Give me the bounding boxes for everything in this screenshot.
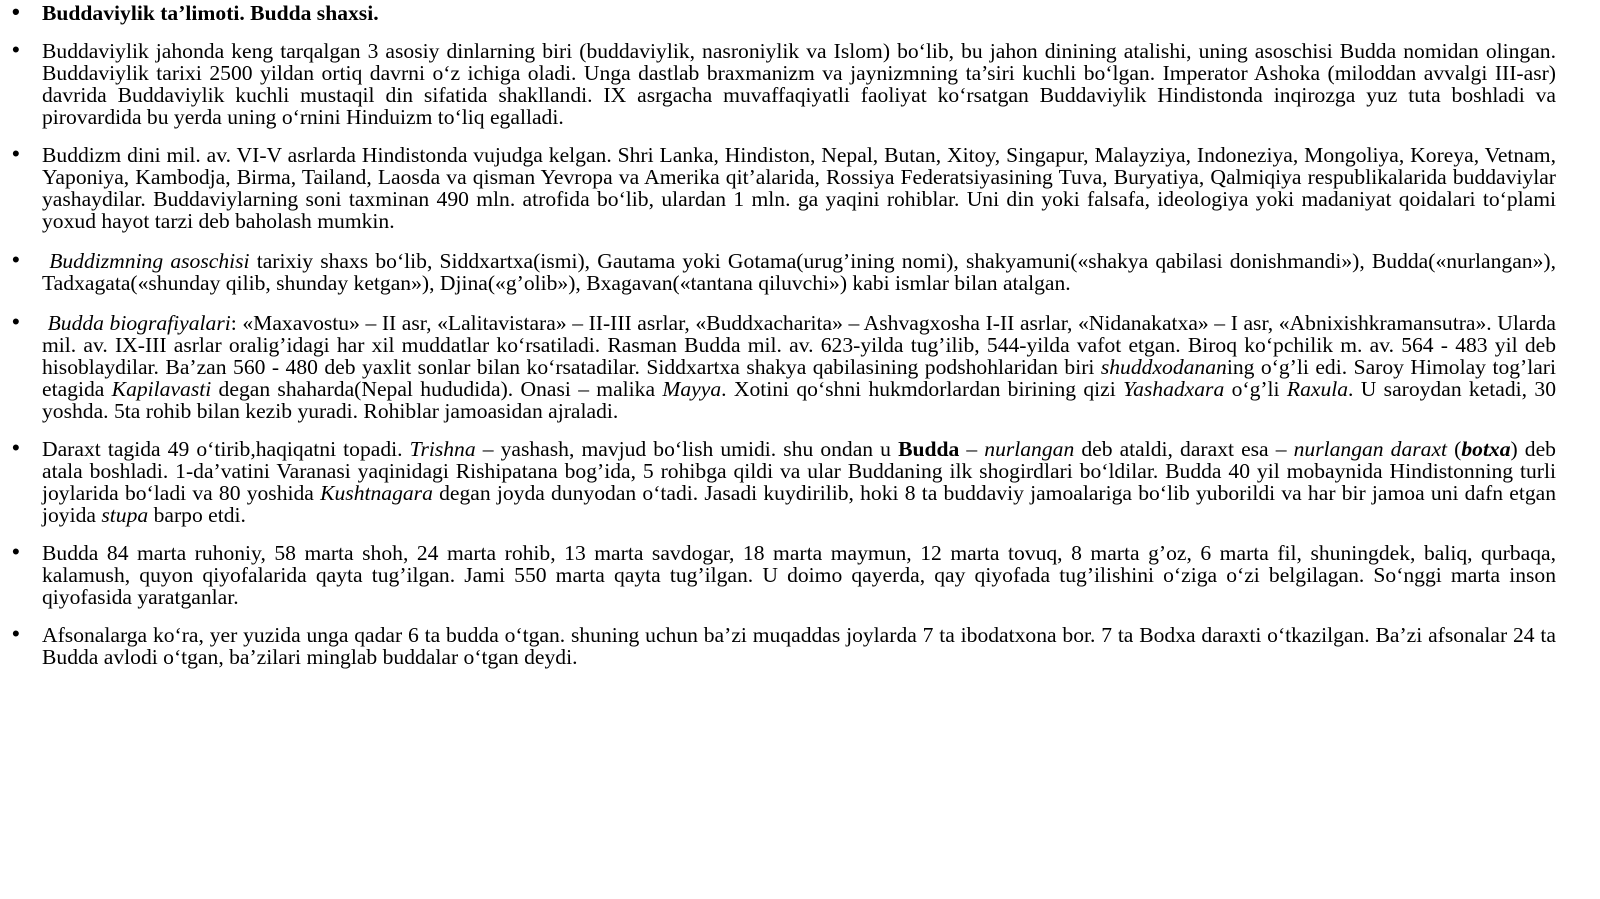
enlightenment-text-8: barpo etdi. — [148, 503, 246, 527]
term-trishna: Trishna — [409, 437, 476, 461]
enlightenment-text-6: ) deb atala boshladi. 1-da’vatini Varanasi yaqinidagi Rishipatana bog’ida, 5 rohibga qildi va ular Buddaning ilk shogirdlari bo‘ldilar. Budda 40 yil mobaynida Hindistonning turli joylarida bo‘ladi va 80 yoshida — [42, 437, 1556, 505]
biographies-text-2: ing o‘g’li edi. Saroy Himolay tog’lari etagida — [42, 355, 1556, 401]
term-nurlangan-daraxt: nurlangan daraxt — [1293, 437, 1448, 461]
enlightenment-text-1: Daraxt tagida 49 o‘tirib,haqiqatni topadi. — [42, 437, 410, 461]
term-shuddxodanan: shuddxodanan — [1100, 355, 1227, 379]
paragraph-buddhism-overview: • Buddaviylik jahonda keng tarqalgan 3 asosiy dinlarning biri (buddaviylik, nasroniylik va Islom) bo‘lib, bu jahon dinining atalishi, uning asoschisi Budda nomidan olingan. Buddaviylik tarixi 2500 yildan ortiq davrni o‘z ichiga oladi. Unga dastlab braxmanizm va jaynizmning ta’siri kuchli bo‘lgan. Imperator Ashoka (miloddan avvalgi III-asr) davrida Buddaviylik kuchli mustaqil din sifatida shakllandi. IX asrgacha muvaffaqiyatli faoliyat ko‘rsatgan Buddaviylik Hindistonda inqirozga yuz tuta boshladi va pirovardida bu yerda uning o‘rnini Hinduizm to‘liq egalladi. — [42, 40, 1556, 128]
paragraph-founder-names — [42, 250, 1556, 294]
term-yashadxara: Yashadxara — [1123, 377, 1225, 401]
biographies-text-5: o‘g’li — [1224, 377, 1287, 401]
enlightenment-text-4: deb ataldi, daraxt esa – — [1074, 437, 1294, 461]
term-raxula: Raxula — [1286, 377, 1349, 401]
founder-text: tarixiy shaxs bo‘lib, Siddxartxa(ismi), Gautama yoki Gotama(urug’ining nomi), shakyamuni(«shakya qabilasi donishmandi»), Budda(«nurlangan»), Tadxagata(«shunday qilib, shunday ketgan»), Djina(«g’olib»), Bxagavan(«tantana qiluvchi») kabi ismlar bilan atalgan. — [42, 249, 1556, 295]
enlightenment-text-5: ( — [1447, 437, 1462, 461]
biographies-text-1: : «Maxavostu» – II asr, «Lalitavistara» – II-III asrlar, «Buddxacharita» – Ashvagxosha I-II asrlar, «Nidanakatxa» – I asr, «Abnixishkramansutra». Ularda mil. av. IX-III asrlar oralig’idagi har xil muddatlar ko‘rsatiladi. Rasman Budda mil. av. 623-yilda tug’ilib, 544-yilda vafot etgan. Biroq ko‘pchilik m. av. 564 - 483 yil deb hisoblaydilar. Ba’zan 560 - 480 deb yaxlit sonlar bilan ko‘rsatadilar. Siddxartxa shakya qabilasining podshohlaridan biri — [42, 311, 1556, 379]
term-stupa: stupa — [101, 503, 149, 527]
enlightenment-text-3: – — [959, 437, 985, 461]
biographies-lead: Budda biografiyalari — [47, 311, 231, 335]
paragraph-buddhism-spread: • Buddizm dini mil. av. VI-V asrlarda Hindistonda vujudga kelgan. Shri Lanka, Hindiston, Nepal, Butan, Xitoy, Singapur, Malayziya, Indoneziya, Mongoliya, Koreya, Vetnam, Yaponiya, Kambodja, Birma, Tailand, Laosda va qisman Yevropa va Amerika qit’alarida, Rossiya Federatsiyasining Tuva, Buryatiya, Qalmiqiya respublikalarida buddaviylar yashaydilar. Buddaviylarning soni taxminan 490 mln. atrofida bo‘lib, ulardan 1 mln. ga yaqini rohiblar. Uni din yoki falsafa, ideologiya yoki madaniyat qoidalari to‘plami yoxud hayot tarzi deb baholash mumkin. — [42, 144, 1556, 232]
enlightenment-text-7: degan joyda dunyodan o‘tadi. Jasadi kuydirilib, hoki 8 ta buddaviy jamoalariga bo‘lib yuborildi va har bir jamoa uni dafn etgan joyida — [42, 481, 1556, 527]
enlightenment-text-2: – yashash, mavjud bo‘lish umidi. shu ondan u — [475, 437, 899, 461]
paragraph-biographies — [42, 312, 1556, 422]
paragraph-rebirths: • Budda 84 marta ruhoniy, 58 marta shoh, 24 marta rohib, 13 marta savdogar, 18 marta maymun, 12 marta tovuq, 8 marta g’oz, 6 marta fil, shuningdek, baliq, qurbaqa, kalamush, quyon qiyofalarida qayta tug’ilgan. Jami 550 marta qayta tug’ilgan. U doimo qayerda, qay qiyofada tug’ilishini o‘ziga o‘zi belgilagan. So‘nggi marta inson qiyofasida yaratganlar. — [42, 542, 1556, 608]
biographies-text-4: . Xotini qo‘shni hukmdorlardan birining qizi — [721, 377, 1124, 401]
slide-heading: • Buddaviylik ta’limoti. Budda shaxsi. — [42, 2, 1556, 24]
paragraph-legends: • Afsonalarga ko‘ra, yer yuzida unga qadar 6 ta budda o‘tgan. shuning uchun ba’zi muqaddas joylarda 7 ta ibodatxona bor. 7 ta Bodxa daraxti o‘tkazilgan. Ba’zi afsonalar 24 ta Budda avlodi o‘tgan, ba’zilari minglab buddalar o‘tgan deydi. — [42, 624, 1556, 668]
term-mayya: Mayya — [662, 377, 722, 401]
term-budda: Budda — [898, 437, 960, 461]
term-nurlangan: nurlangan — [984, 437, 1075, 461]
founder-lead: Buddizmning asoschisi — [49, 249, 250, 273]
biographies-text-6: . U saroydan ketadi, 30 yoshda. 5ta rohib bilan kezib yuradi. Rohiblar jamoasidan ajraladi. — [42, 377, 1556, 423]
paragraph-enlightenment — [42, 438, 1556, 526]
biographies-text-3: degan shaharda(Nepal hududida). Onasi – malika — [211, 377, 663, 401]
term-botxa: botxa — [1461, 437, 1511, 461]
bullet-list — [42, 2, 1556, 686]
term-kushtnagara: Kushtnagara — [320, 481, 433, 505]
term-kapilavasti: Kapilavasti — [111, 377, 212, 401]
